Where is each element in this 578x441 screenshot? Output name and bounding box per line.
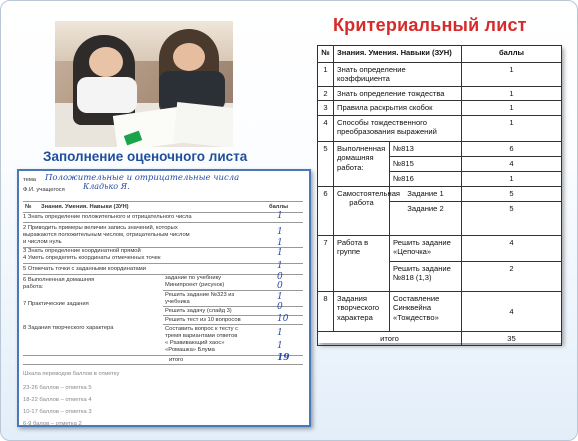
sub-row-text: Задание 1	[390, 186, 462, 201]
row-text: Выполненная домашняя работа:	[334, 141, 390, 186]
sheet-scale-line: 10-17 баллов – отметка 3	[23, 409, 92, 415]
sub-row-text: №815	[390, 156, 462, 171]
row-text: Знать определение тождества	[334, 86, 462, 100]
sheet-handwritten-score: 1	[277, 341, 283, 351]
sheet-total-label: итого	[169, 357, 184, 363]
row-text: Правила раскрытия скобок	[334, 101, 462, 115]
row-num: 8	[318, 291, 334, 331]
sub-row-text: Решить задание «Цепочка»	[390, 235, 462, 261]
row-text: Работа в группе	[334, 235, 390, 291]
row-num: 7	[318, 235, 334, 291]
header-zun: Знания. Умения. Навыки (ЗУН)	[334, 46, 462, 63]
sheet-line: 5 Отмечать точки с заданными координатами	[23, 266, 147, 272]
sheet-topic-label: тема	[23, 177, 37, 183]
sheet-topic-handwritten: Положительные и отрицательные числа	[45, 173, 240, 183]
sheet-line: выражаются положительным числом, отрицательным числом	[23, 232, 190, 238]
sheet-handwritten-score: 1	[277, 238, 283, 248]
sheet-scale-title: Шкала переводов баллов в отметку	[23, 371, 120, 377]
sheet-line: 8 Задания творческого характера	[23, 325, 114, 331]
sub-row-score: 4	[462, 235, 562, 261]
sheet-scale-line: 23-26 баллов – отметка 5	[23, 385, 92, 391]
sheet-handwritten-score: 1	[277, 211, 283, 221]
sheet-student-handwritten: Кладько Я.	[83, 182, 130, 191]
row-score: 1	[462, 86, 562, 100]
row-num: 5	[318, 141, 334, 186]
sheet-handwritten-score: 1	[277, 292, 283, 302]
sheet-sub-line: Решить тест из 10 вопросов	[165, 317, 241, 323]
row-num: 6	[318, 186, 334, 235]
sub-row-score: 4	[462, 291, 562, 331]
sub-row-score: 6	[462, 141, 562, 156]
sub-row-text: №813	[390, 141, 462, 156]
sheet-handwritten-score: 10	[277, 314, 289, 324]
sheet-sub-line: учебника	[165, 299, 190, 305]
sheet-sub-line: Решить задачу (слайд 3)	[165, 308, 232, 314]
sheet-handwritten-score: 0	[277, 302, 283, 312]
sheet-scale-line: 6-9 балов – отметка 2	[23, 421, 82, 427]
sub-row-score: 5	[462, 186, 562, 201]
sheet-sub-line: « Развивающий хаос»	[165, 340, 225, 346]
sheet-line: 1 Знать определение положительного и отрицательного числа	[23, 214, 192, 220]
sheet-handwritten-score: 1	[277, 261, 283, 271]
sub-row-text: Составление Синквейна «Тождество»	[390, 291, 462, 331]
sub-row-score: 4	[462, 156, 562, 171]
sheet-sub-line: задание по учебнику	[165, 275, 222, 281]
row-text: Самостоятельная работа	[334, 186, 390, 235]
sub-row-text: №816	[390, 171, 462, 186]
sheet-line: работа:	[23, 284, 44, 290]
sheet-sub-line: Решить задание №323 из	[165, 292, 235, 298]
sheet-student-label: Ф.И. учащегося	[23, 187, 65, 193]
sheet-sub-line: «Ромашка» Блума	[165, 347, 215, 353]
slide-title: Критериальный лист	[333, 15, 527, 35]
sheet-handwritten-score: 1	[277, 227, 283, 237]
row-num: 4	[318, 115, 334, 141]
sheet-handwritten-score: 1	[277, 328, 283, 338]
total-value: 35	[462, 331, 562, 345]
photo-caption: Заполнение оценочного листа	[43, 149, 248, 164]
header-score: баллы	[462, 46, 562, 63]
sheet-line: 7 Практические задания	[23, 301, 89, 307]
header-num: №	[318, 46, 334, 63]
sub-row-score: 5	[462, 201, 562, 235]
sheet-handwritten-score: 0	[277, 281, 283, 291]
row-num: 2	[318, 86, 334, 100]
sheet-line: 6 Выполненная домашняя	[23, 277, 95, 283]
row-score: 1	[462, 115, 562, 141]
sheet-line: 2 Приводить примеры величин запись значений, которых	[23, 225, 178, 231]
row-text: Знать определение коэффициента	[334, 63, 462, 87]
assessment-sheet-scan	[17, 169, 311, 427]
sub-row-score: 1	[462, 171, 562, 186]
sheet-sub-line: тремя вариантами ответов	[165, 333, 238, 339]
sub-row-text: Задание 2	[390, 201, 462, 235]
sheet-header-num: №	[25, 204, 32, 210]
sheet-sub-line: Составить вопрос к тесту с	[165, 326, 239, 332]
sheet-line: и числом нуль	[23, 239, 62, 245]
row-score: 1	[462, 63, 562, 87]
sheet-scale-line: 18-22 баллов – отметка 4	[23, 397, 92, 403]
criteria-table	[317, 45, 562, 346]
sheet-handwritten-score: 0	[277, 272, 283, 282]
criteria-table-card	[317, 45, 561, 343]
row-num: 1	[318, 63, 334, 87]
sheet-handwritten-score: 1	[277, 248, 283, 258]
total-label: итого	[318, 331, 462, 345]
sheet-header-zun: Знания. Умения. Навыки (ЗУН)	[41, 204, 129, 210]
row-text: Задания творческого характера	[334, 291, 390, 331]
sheet-handwritten-total: 19	[277, 353, 290, 363]
sub-row-text: Решить задание №818 (1,3)	[390, 261, 462, 291]
sheet-header-score: баллы	[269, 204, 289, 210]
row-score: 1	[462, 101, 562, 115]
classroom-photo	[55, 21, 233, 147]
sheet-sub-line: Минипроект (рисунок)	[165, 282, 225, 288]
sheet-line: 3 Знать определение координатной прямой	[23, 248, 141, 254]
sub-row-score: 2	[462, 261, 562, 291]
sheet-line: 4 Уметь определять координаты отмеченных точек	[23, 255, 161, 261]
row-text: Способы тождественного преобразования выражений	[334, 115, 462, 141]
row-num: 3	[318, 101, 334, 115]
